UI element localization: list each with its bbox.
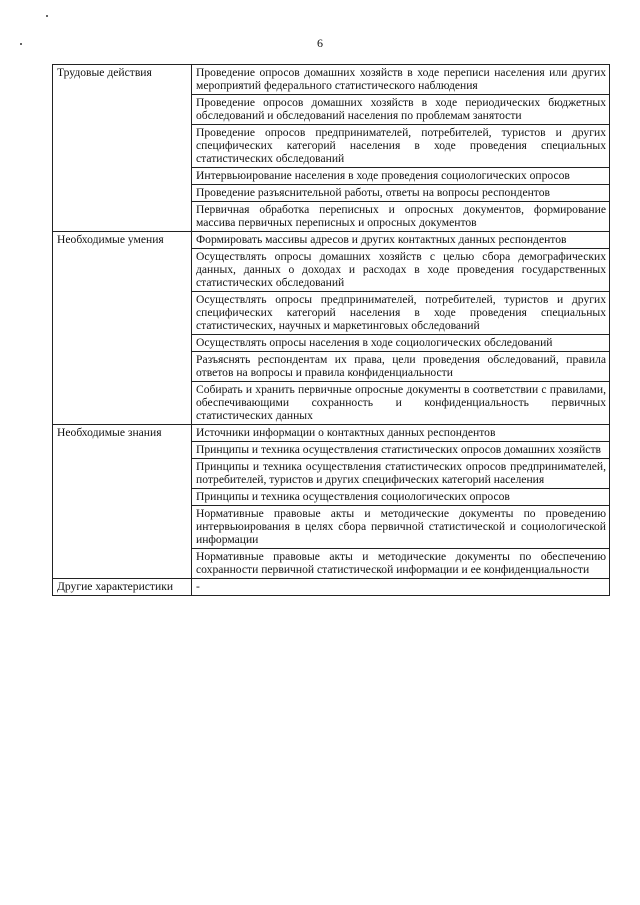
section-label-cell [53, 232, 192, 425]
item-text: Собирать и хранить первичные опросные документы в соответствии с правилами, обеспечивающими сохранность и конфиденциальность первичных статистических данных [196, 383, 606, 422]
item-cell [192, 249, 610, 292]
table-row [53, 232, 610, 249]
section-label-cell [53, 579, 192, 596]
item-text: Осуществлять опросы домашних хозяйств с целью сбора демографических данных, данных о доходах и расходах в ходе проведения государственных статистических обследований [196, 250, 606, 289]
item-cell [192, 125, 610, 168]
item-text: Осуществлять опросы предпринимателей, потребителей, туристов и других специфических категорий населения в ходе проведения специальных статистических, научных и маркетинговых обследований [196, 293, 606, 332]
section-label-cell [53, 425, 192, 579]
section-label-cell [53, 65, 192, 232]
item-cell [192, 292, 610, 335]
item-text: - [196, 580, 200, 593]
item-cell [192, 579, 610, 596]
item-text: Нормативные правовые акты и методические документы по проведению интервьюирования в целях сбора первичной статистической и социологической информации [196, 507, 606, 546]
section-label: Другие характеристики [57, 580, 174, 593]
item-text: Принципы и техника осуществления социологических опросов [196, 490, 510, 503]
table-body [53, 65, 610, 596]
item-text: Интервьюирование населения в ходе проведения социологических опросов [196, 169, 570, 182]
table-row [53, 65, 610, 95]
item-cell [192, 459, 610, 489]
scan-speck [46, 15, 48, 17]
table-row [53, 579, 610, 596]
item-cell [192, 232, 610, 249]
item-cell [192, 382, 610, 425]
item-cell [192, 95, 610, 125]
item-cell [192, 202, 610, 232]
item-cell [192, 168, 610, 185]
item-text: Проведение опросов домашних хозяйств в ходе переписи населения или других мероприятий федерального статистического наблюдения [196, 66, 606, 92]
item-text: Источники информации о контактных данных респондентов [196, 426, 496, 439]
item-text: Проведение разъяснительной работы, ответы на вопросы респондентов [196, 186, 550, 199]
item-cell [192, 425, 610, 442]
table-row [53, 425, 610, 442]
item-text: Нормативные правовые акты и методические документы по обеспечению сохранности первичной статистической информации и ее конфиденциальности [196, 550, 606, 576]
item-cell [192, 65, 610, 95]
scan-speck [20, 43, 22, 45]
item-text: Осуществлять опросы населения в ходе социологических обследований [196, 336, 553, 349]
item-cell [192, 506, 610, 549]
item-text: Разъяснять респондентам их права, цели проведения обследований, правила ответов на вопросы и правила конфиденциальности [196, 353, 606, 379]
item-text: Проведение опросов домашних хозяйств в ходе периодических бюджетных обследований и обследований населения по проблемам занятости [196, 96, 606, 122]
item-cell [192, 185, 610, 202]
section-label: Трудовые действия [57, 66, 152, 79]
item-text: Проведение опросов предпринимателей, потребителей, туристов и других специфических категорий населения в ходе проведения специальных статистических обследований [196, 126, 606, 165]
page-number: 6 [317, 36, 323, 50]
item-cell [192, 335, 610, 352]
item-text: Первичная обработка переписных и опросных документов, формирование массива первичных переписных и опросных документов [196, 203, 606, 229]
item-cell [192, 442, 610, 459]
characteristics-table [52, 64, 610, 596]
item-text: Формировать массивы адресов и других контактных данных респондентов [196, 233, 567, 246]
item-cell [192, 489, 610, 506]
section-label: Необходимые знания [57, 426, 162, 439]
item-text: Принципы и техника осуществления статистических опросов предпринимателей, потребителей, туристов и других специфических категорий населения [196, 460, 606, 486]
item-cell [192, 549, 610, 579]
item-cell [192, 352, 610, 382]
item-text: Принципы и техника осуществления статистических опросов домашних хозяйств [196, 443, 601, 456]
section-label: Необходимые умения [57, 233, 164, 246]
